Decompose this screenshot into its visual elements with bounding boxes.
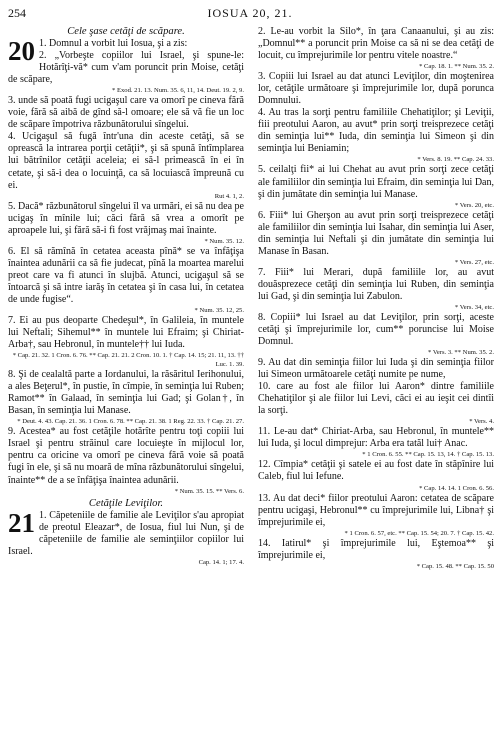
right-column: [258, 26, 494, 571]
verse: 5. ceilalţi fii* ai lui Chehat au avut prin sorţi zece cetăţi ale familiilor din seminţia lui Efraim, din seminţia lui Dan, şi din jumătate din seminţia lui Manase.: [258, 164, 494, 200]
cross-reference: Rut 4. 1, 2.: [214, 192, 244, 200]
verse: 13. Au dat deci* fiilor preotului Aaron: cetatea de scăpare pentru ucigaşi, Hebronul** cu împrejurimile lui, Libna† şi împrejurimile ei,: [258, 492, 494, 528]
cross-reference: * Vers. 8. 19. ** Cap. 24. 33.: [417, 156, 494, 164]
cross-reference: * Vers. 34, etc.: [454, 303, 494, 311]
cross-reference: * Vers. 4.: [469, 418, 494, 426]
cross-reference: * Vers. 3. ** Num. 35. 2.: [428, 349, 494, 357]
cross-reference: * Vers. 20, etc.: [454, 201, 494, 209]
cross-reference: * Cap. 15. 48. ** Cap. 15. 50: [416, 562, 494, 570]
verse: 10. care au fost ale fiilor lui Aaron* dintre familiile Chehatiţilor şi ale fiilor lui Levi, căci ei au ieşit cei dintîi la sorţi.: [258, 381, 494, 417]
cross-reference: * Vers. 27, etc.: [454, 258, 494, 266]
section-heading: Cetăţile Leviţilor.: [88, 497, 164, 509]
verse: 7. Fiii* lui Merari, după familiile lor, au avut douăsprezece cetăţi din seminţia lui Ruben, din seminţia lui Gad, şi din seminţia lui Zabulon.: [258, 266, 494, 302]
chapter-number: 21: [8, 507, 35, 538]
cross-reference: * Cap. 21. 32. 1 Cron. 6. 76. ** Cap. 21. 21. 2 Cron. 10. 1. † Cap. 14. 15; 21. 11, 13. †† Luc. 1. 39.: [12, 352, 244, 369]
cross-reference: * Deut. 4. 43. Cap. 21. 36. 1 Cron. 6. 78. ** Cap. 21. 38. 1 Reg. 22. 33. † Cap. 21. 27.: [17, 418, 244, 426]
verse: 9. Au dat din seminţia fiilor lui Iuda şi din seminţia fiilor lui Simeon următoarele cetăţi numite pe nume,: [258, 357, 494, 381]
page-header: [8, 6, 492, 22]
verse: 1. Căpeteniile de familie ale Leviţilor s'au apropiat de preotul Eleazar*, de Iosua, fiul lui Nun, şi de căpeteniile de familie ale seminţiilor copiilor lui Israel.: [8, 509, 244, 557]
verse: 8. Şi de cealaltă parte a Iordanului, la răsăritul Ierihonului, a ales Beţerul*, în pustie, în cîmpie, în seminţia lui Ruben; Ramot** în Galaad, în seminţia lui Gad; şi Golan†, în Basan, în seminţia lui Manase.: [8, 369, 244, 417]
chapter-number: 20: [8, 36, 35, 67]
cross-reference: * 1 Cron. 6. 57, etc. ** Cap. 15. 54; 20. 7. † Cap. 15. 42.: [344, 529, 494, 537]
verse: 7. Ei au pus deoparte Chedeşul*, în Galileia, în muntele lui Neftali; Sihemul** în muntele lui Efraim; şi Chiriat-Arba†, sau Hebronul, în muntele†† lui Iuda.: [8, 314, 244, 351]
verse: 3. unde să poată fugi ucigaşul care va omorî pe cineva fără voie, fără să aibă de gînd să-l omoare; ele să vă fie un loc de scăpare împotriva răzbunătorului sîngelui.: [8, 95, 244, 131]
cross-reference: * 1 Cron. 6. 55. ** Cap. 15. 13, 14. † Cap. 15. 13.: [362, 451, 494, 459]
verse: 8. Copiii* lui Israel au dat Leviţilor, prin sorţi, aceste cetăţi şi împrejurimile lor, cum** poruncise lui Moise Domnul.: [258, 311, 494, 348]
verse: 1. Domnul a vorbit lui Iosua, şi a zis:: [39, 38, 188, 50]
left-column: [8, 26, 244, 567]
cross-reference: * Num. 35. 12.: [204, 237, 244, 245]
verse: 2. „Vorbeşte copiilor lui Israel, şi spune-le: Hotărîţi-vă* cum v'am poruncit prin Moise, cetăţi de scăpare,: [8, 50, 244, 86]
verse: 6. Fiii* lui Gherşon au avut prin sorţi treisprezece cetăţi ale familiilor din seminţia lui Isahar, din seminţia lui Aser, din seminţia lui Neftali şi din jumătate din seminţia lui Manase în Basan.: [258, 209, 494, 257]
cross-reference: * Cap. 14. 14. 1 Cron. 6. 56.: [419, 484, 494, 492]
page-number: 254: [8, 6, 26, 20]
cross-reference: * Num. 35. 15. ** Vers. 6.: [174, 487, 244, 495]
section-heading: Cele şase cetăţi de scăpare.: [67, 26, 185, 37]
cross-reference: * Exod. 21. 13. Num. 35. 6, 11, 14. Deut. 19. 2, 9.: [112, 87, 244, 95]
verse: 9. Acestea* au fost cetăţile hotărîte pentru toţi copiii lui Israel şi pentru străinul care locuieşte în mijlocul lor, pentru ca oricine va omorî pe cineva fără voie să poată fugi în ele, şi să nu moară de mîna răzbunătorului sîngelui, înainte** de a se înfăţişa înaintea adunării.: [8, 426, 244, 486]
verse: 14. Iatirul* şi împrejurimile lui, Eştemoa** şi împrejurimile ei,: [258, 537, 494, 561]
running-title: IOSUA 20, 21.: [207, 6, 293, 20]
verse: 6. El să rămînă în cetatea aceasta pînă* se va înfăţişa înaintea adunării ca să fie judecat, pînă la moartea marelui preot care va fi atunci în slujbă. Atunci, ucigaşul să se întoarcă şi să intre iarăş în cetatea şi în casa lui, în cetatea de unde fugise“.: [8, 245, 244, 305]
cross-reference: * Num. 35. 12, 25.: [194, 306, 244, 314]
verse: 3. Copiii lui Israel au dat atunci Leviţilor, din moştenirea lor, cetăţile următoare şi împrejurimile lor, după porunca Domnului.: [258, 71, 494, 107]
cross-reference: Cap. 14. 1; 17. 4.: [198, 558, 244, 566]
verse: 4. Au tras la sorţi pentru familiile Chehatiţilor; şi Leviţii, fiii preotului Aaron, au avut* prin sorţi treisprezece cetăţi din seminţia lui** Iuda, din seminţia lui Simeon şi din seminţia lui Beniamin;: [258, 107, 494, 155]
verse: 12. Cîmpia* cetăţii şi satele ei au fost date în stăpînire lui Caleb, fiul lui Iefune.: [258, 459, 494, 483]
verse: 4. Ucigaşul să fugă într'una din aceste cetăţi, să se oprească la intrarea porţii cetăţii*, şi să spună întîmplarea lui bătrînilor cetăţii aceleia; ei să-l primească în ei în cetate, şi să-i dea o locuinţă, ca să locuiască împreună cu ei.: [8, 131, 244, 191]
cross-reference: * Cap. 18. 1. ** Num. 35. 2.: [419, 63, 494, 71]
verse: 5. Dacă* răzbunătorul sîngelui îl va urmări, ei să nu dea pe ucigaş în mînile lui; căci fără să vrea a omorît pe aproapele lui, şi fără să-i fi fost vrăjmaş mai înainte.: [8, 200, 244, 236]
verse: 11. Le-au dat* Chiriat-Arba, sau Hebronul, în muntele** lui Iuda, şi locul dimprejur: Arba era tatăl lui† Anac.: [258, 426, 494, 450]
verse: 2. Le-au vorbit la Silo*, în ţara Canaanului, şi au zis: „Domnul** a poruncit prin Moise ca să ni se dea cetăţi de locuit, cu împrejurimile lor pentru vitele noastre.“: [258, 26, 494, 62]
